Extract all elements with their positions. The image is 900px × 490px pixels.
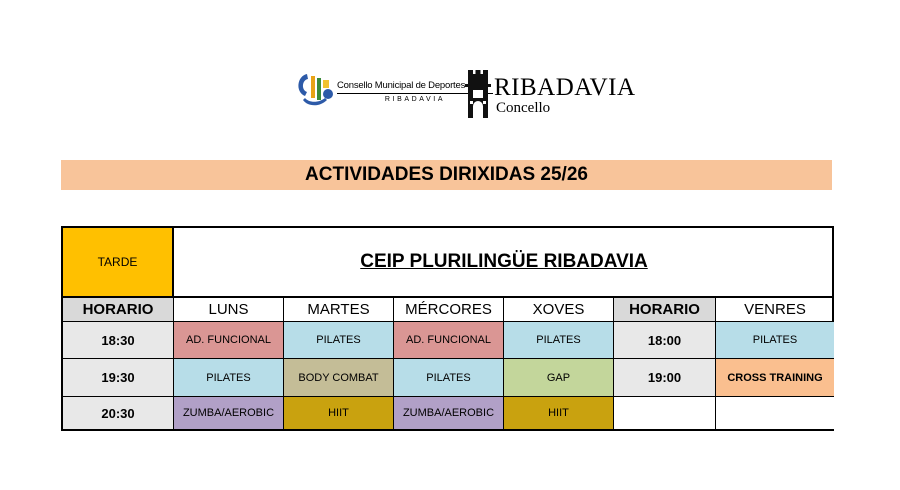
ribadavia-subtitle: Concello <box>496 100 551 116</box>
activity-cell: AD. FUNCIONAL <box>174 322 284 359</box>
concello-ribadavia-logo <box>465 70 636 122</box>
empty-activity-cell <box>716 397 834 429</box>
time-cell: 19:30 <box>63 359 174 397</box>
shift-label: TARDE <box>63 228 174 298</box>
activity-cell: PILATES <box>716 322 834 359</box>
time-cell: 18:00 <box>614 322 716 359</box>
header-mercores: MÉRCORES <box>394 298 504 322</box>
header-martes: MARTES <box>284 298 394 322</box>
header-luns: LUNS <box>174 298 284 322</box>
consello-line1: Consello Municipal de Deportes <box>337 80 466 91</box>
time-cell: 20:30 <box>63 397 174 429</box>
empty-time-cell <box>614 397 716 429</box>
ribadavia-name: RIBADAVIA <box>494 74 636 101</box>
activity-cell: PILATES <box>174 359 284 397</box>
time-cell: 18:30 <box>63 322 174 359</box>
time-cell: 19:00 <box>614 359 716 397</box>
activity-cell: HIIT <box>284 397 394 429</box>
venue-title: CEIP PLURILINGÜE RIBADAVIA <box>174 228 834 298</box>
consello-line2: RIBADAVIA <box>384 96 446 103</box>
activity-cell: HIIT <box>504 397 614 429</box>
activity-cell: AD. FUNCIONAL <box>394 322 504 359</box>
activity-cell: PILATES <box>504 322 614 359</box>
consello-deportes-emblem-icon <box>293 70 335 110</box>
activity-cell: ZUMBA/AEROBIC <box>174 397 284 429</box>
header-venres: VENRES <box>716 298 834 322</box>
activity-cell: GAP <box>504 359 614 397</box>
activity-cell: PILATES <box>394 359 504 397</box>
header-xoves: XOVES <box>504 298 614 322</box>
page-title: ACTIVIDADES DIRIXIDAS 25/26 <box>61 160 832 190</box>
tower-icon <box>465 70 491 120</box>
activity-cell: PILATES <box>284 322 394 359</box>
activity-cell: CROSS TRAINING <box>716 359 834 397</box>
activity-cell: BODY COMBAT <box>284 359 394 397</box>
header-horario: HORARIO <box>63 298 174 322</box>
header-horario-venres: HORARIO <box>614 298 716 322</box>
activity-cell: ZUMBA/AEROBIC <box>394 397 504 429</box>
schedule-table <box>61 226 834 431</box>
